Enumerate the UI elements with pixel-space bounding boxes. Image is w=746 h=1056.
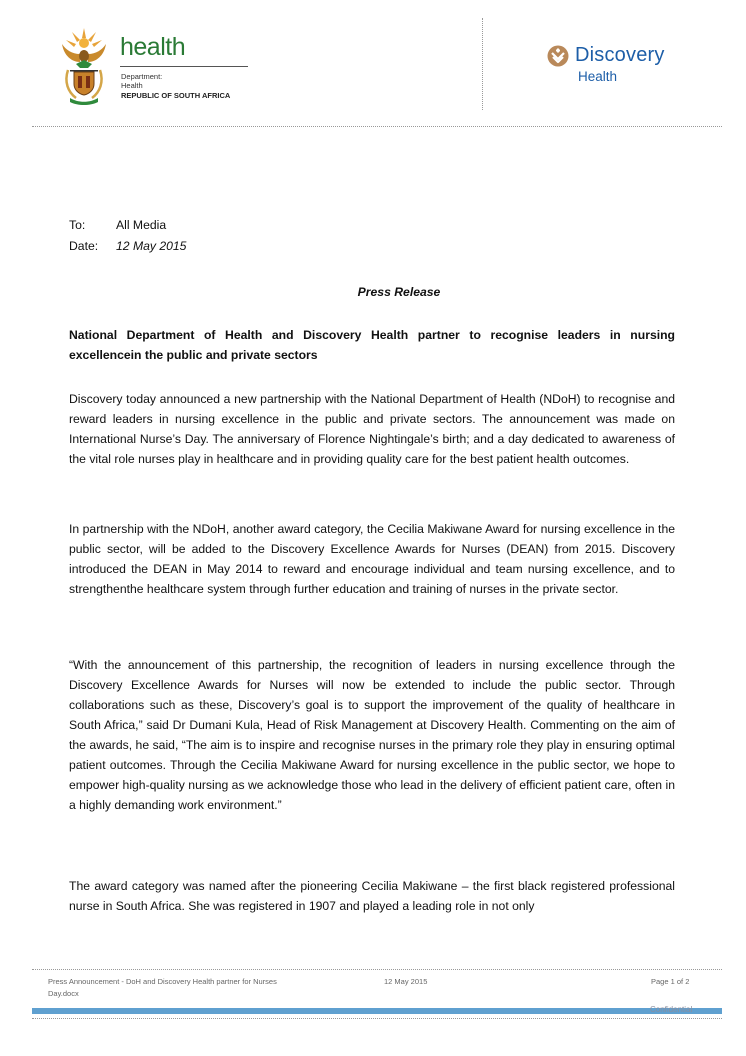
footer-top-divider xyxy=(32,969,722,970)
footer-date: 12 May 2015 xyxy=(384,977,428,986)
discovery-heart-icon xyxy=(547,45,569,67)
discovery-subtitle: Health xyxy=(578,69,618,84)
dept-line-department: Department: xyxy=(121,72,163,81)
footer-color-bar xyxy=(32,1008,722,1014)
document-title: National Department of Health and Discovery Health partner to recognise leaders in nursing excellencein the public and private sectors xyxy=(69,328,675,362)
coat-of-arms-icon xyxy=(58,26,110,106)
date-label: Date: xyxy=(69,239,99,253)
footer-filename-line2: Day.docx xyxy=(48,989,79,998)
dept-line-country: REPUBLIC OF SOUTH AFRICA xyxy=(121,91,231,100)
header-divider xyxy=(32,126,722,127)
to-label: To: xyxy=(69,218,86,232)
header-vertical-divider xyxy=(482,18,483,110)
body-paragraph-1: Discovery today announced a new partnership with the National Department of Health (NDoH) to recognise and reward leaders in nursing excellence in the public and private sectors. The announcement was made on International Nurse’s Day. The anniversary of Florence Nightingale’s birth; and a day dedicated to awareness of the vital role nurses play in healthcare and in providing quality care for the best patient health outcomes. xyxy=(69,392,675,466)
body-paragraph-4: The award category was named after the pioneering Cecilia Makiwane – the first black registered professional nurse in South Africa. She was registered in 1907 and played a leading role in not only xyxy=(69,879,675,913)
body-paragraph-3: “With the announcement of this partnership, the recognition of leaders in nursing excellence through the Discovery Excellence Awards for Nurses will now be extended to include the public sector. Through collaborations such as these, Discovery’s goal is to support the improvement of the quality of healthcare in South Africa,” said Dr Dumani Kula, Head of Risk Management at Discovery Health. Commenting on the aim of the awards, he said, “The aim is to inspire and recognise nurses in the primary role they play in ensuring optimal patient outcomes. Through the Cecilia Makiwane Award for nursing excellence in the public sector, we hope to empower high-quality nursing as we acknowledge those who lead in the delivery of efficient patient care, often in a highly demanding work environment.” xyxy=(69,658,675,812)
discovery-wordmark: Discovery xyxy=(575,44,665,66)
document-type-label: Press Release xyxy=(357,285,441,299)
footer-classification: Confidential xyxy=(650,1005,693,1014)
body-paragraph-2: In partnership with the NDoH, another award category, the Cecilia Makiwane Award for nursing excellence in the public sector, will be added to the Discovery Excellence Awards for Nurses (DEAN) from 2015. Discovery introduced the DEAN in May 2014 to reward and encourage individual and team nursing excellence, and to strengthenthe healthcare system through further education and training of nurses in the private sector. xyxy=(69,522,675,596)
footer-page-number: Page 1 of 2 xyxy=(651,977,690,986)
dept-line-health: Health xyxy=(121,81,143,90)
to-value: All Media xyxy=(116,218,167,232)
dept-logo-rule xyxy=(120,66,248,67)
dept-wordmark: health xyxy=(120,33,186,61)
footer-bottom-divider xyxy=(32,1018,722,1019)
date-value: 12 May 2015 xyxy=(116,239,187,253)
footer-filename-line1: Press Announcement - DoH and Discovery Health partner for Nurses xyxy=(48,977,277,986)
